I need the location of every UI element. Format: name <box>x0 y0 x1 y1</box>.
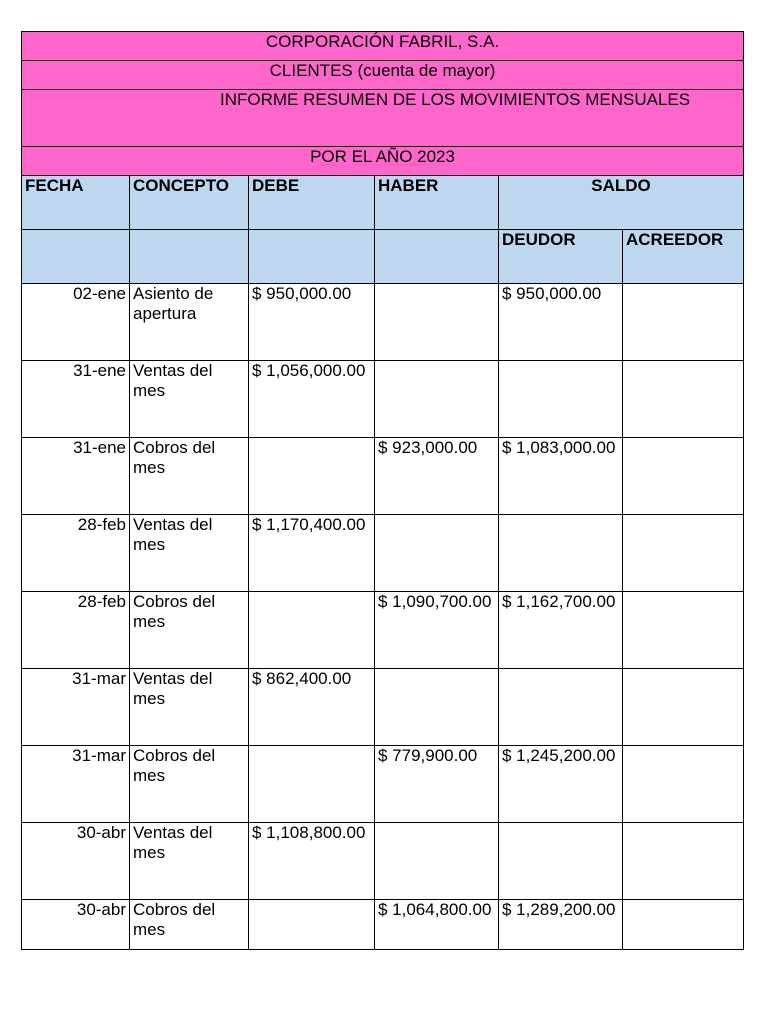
cell-deudor <box>499 669 623 746</box>
cell-debe: $ 862,400.00 <box>249 669 375 746</box>
cell-concepto: Cobros del mes <box>130 592 249 669</box>
header-fecha: FECHA <box>22 176 130 230</box>
report-title: INFORME RESUMEN DE LOS MOVIMIENTOS MENSUALES <box>22 90 744 147</box>
ledger-table <box>21 31 744 950</box>
cell-acreedor <box>623 361 744 438</box>
cell-acreedor <box>623 592 744 669</box>
cell-fecha: 31-ene <box>22 361 130 438</box>
cell-fecha: 30-abr <box>22 823 130 900</box>
header-saldo: SALDO <box>499 176 744 230</box>
table-row <box>22 361 744 438</box>
cell-haber: $ 1,064,800.00 <box>375 900 499 950</box>
company-name: CORPORACIÓN FABRIL, S.A. <box>22 32 744 61</box>
header-blank <box>130 230 249 284</box>
cell-fecha: 28-feb <box>22 515 130 592</box>
cell-debe: $ 1,056,000.00 <box>249 361 375 438</box>
table-row <box>22 669 744 746</box>
cell-concepto: Cobros del mes <box>130 900 249 950</box>
cell-acreedor <box>623 284 744 361</box>
cell-haber: $ 1,090,700.00 <box>375 592 499 669</box>
cell-concepto: Asiento de apertura <box>130 284 249 361</box>
cell-debe: $ 950,000.00 <box>249 284 375 361</box>
cell-haber: $ 923,000.00 <box>375 438 499 515</box>
table-row <box>22 515 744 592</box>
table-row <box>22 284 744 361</box>
cell-deudor: $ 950,000.00 <box>499 284 623 361</box>
cell-haber <box>375 823 499 900</box>
header-blank <box>249 230 375 284</box>
header-row-main <box>22 176 744 230</box>
cell-concepto: Ventas del mes <box>130 823 249 900</box>
header-debe: DEBE <box>249 176 375 230</box>
header-haber: HABER <box>375 176 499 230</box>
cell-acreedor <box>623 669 744 746</box>
cell-haber <box>375 515 499 592</box>
header-concepto: CONCEPTO <box>130 176 249 230</box>
cell-deudor: $ 1,083,000.00 <box>499 438 623 515</box>
cell-concepto: Cobros del mes <box>130 746 249 823</box>
cell-concepto: Ventas del mes <box>130 515 249 592</box>
header-row-sub <box>22 230 744 284</box>
table-row <box>22 746 744 823</box>
cell-fecha: 31-mar <box>22 746 130 823</box>
cell-acreedor <box>623 900 744 950</box>
cell-concepto: Cobros del mes <box>130 438 249 515</box>
cell-deudor <box>499 361 623 438</box>
cell-haber: $ 779,900.00 <box>375 746 499 823</box>
table-row <box>22 900 744 950</box>
cell-deudor: $ 1,162,700.00 <box>499 592 623 669</box>
header-blank <box>22 230 130 284</box>
cell-haber <box>375 669 499 746</box>
header-acreedor: ACREEDOR <box>623 230 744 284</box>
cell-haber <box>375 284 499 361</box>
cell-debe <box>249 438 375 515</box>
cell-deudor <box>499 823 623 900</box>
cell-concepto: Ventas del mes <box>130 361 249 438</box>
cell-deudor: $ 1,289,200.00 <box>499 900 623 950</box>
cell-fecha: 30-abr <box>22 900 130 950</box>
cell-deudor <box>499 515 623 592</box>
header-deudor: DEUDOR <box>499 230 623 284</box>
cell-fecha: 02-ene <box>22 284 130 361</box>
cell-concepto: Ventas del mes <box>130 669 249 746</box>
cell-haber <box>375 361 499 438</box>
cell-debe <box>249 592 375 669</box>
header-blank <box>375 230 499 284</box>
cell-debe: $ 1,170,400.00 <box>249 515 375 592</box>
cell-debe <box>249 900 375 950</box>
table-row <box>22 438 744 515</box>
table-row <box>22 823 744 900</box>
title-row-period <box>22 147 744 176</box>
cell-acreedor <box>623 515 744 592</box>
table-row <box>22 592 744 669</box>
report-period: POR EL AÑO 2023 <box>22 147 744 176</box>
title-row-company <box>22 32 744 61</box>
cell-fecha: 28-feb <box>22 592 130 669</box>
account-name: CLIENTES (cuenta de mayor) <box>22 61 744 90</box>
cell-acreedor <box>623 746 744 823</box>
cell-acreedor <box>623 823 744 900</box>
title-row-account <box>22 61 744 90</box>
cell-fecha: 31-mar <box>22 669 130 746</box>
title-row-report <box>22 90 744 147</box>
cell-acreedor <box>623 438 744 515</box>
cell-debe <box>249 746 375 823</box>
cell-fecha: 31-ene <box>22 438 130 515</box>
cell-deudor: $ 1,245,200.00 <box>499 746 623 823</box>
cell-debe: $ 1,108,800.00 <box>249 823 375 900</box>
